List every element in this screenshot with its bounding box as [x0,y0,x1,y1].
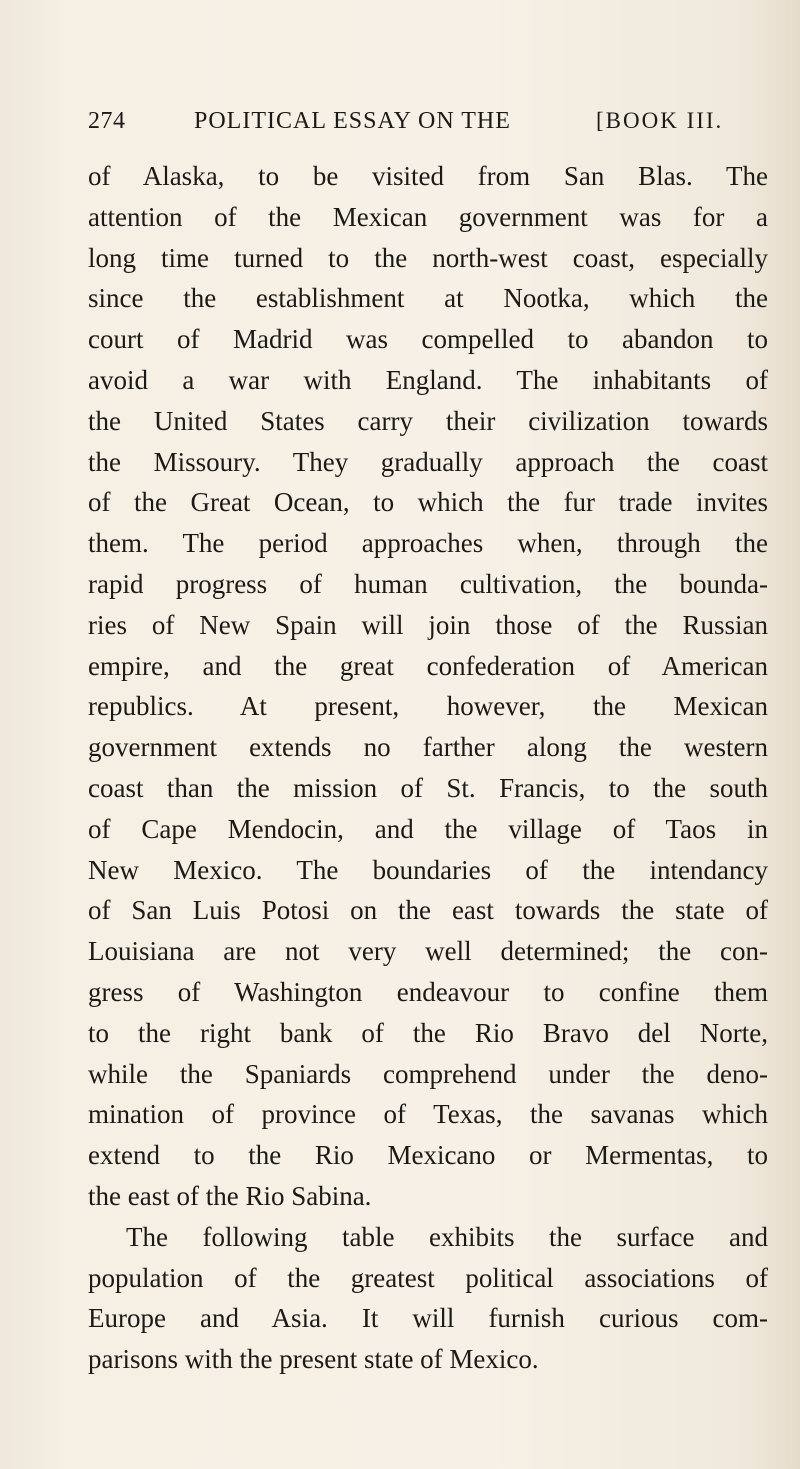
text-line: long time turned to the north-west coast, especially [88,242,768,273]
text-line: gress of Washington endeavour to confine them [88,976,768,1007]
text-line: Europe and Asia. It will furnish curious com- [88,1303,768,1334]
text-line: coast than the mission of St. Francis, to the south [88,772,768,803]
text-line: of San Luis Potosi on the east towards the state of [88,895,768,926]
text-line: of Alaska, to be visited from San Blas. The [88,161,768,191]
text-line: mination of province of Texas, the savanas which [88,1099,768,1130]
paragraph-2 [88,1217,768,1380]
text-line: extend to the Rio Mexicano or Mermentas, to [88,1140,768,1171]
text-line: the east of the Rio Sabina. [88,1180,372,1211]
text-line: the Missoury. They gradually approach the coast [88,446,768,477]
paragraph-1 [88,156,768,1217]
text-line: them. The period approaches when, through the [88,528,768,559]
text-line: attention of the Mexican government was for a [88,201,768,232]
text-line: ries of New Spain will join those of the Russian [88,609,768,640]
body-text [88,156,768,1380]
text-line: of the Great Ocean, to which the fur trade invites [88,487,768,518]
book-reference: [BOOK III. [596,108,724,133]
text-line: since the establishment at Nootka, which the [88,283,768,314]
text-line: while the Spaniards comprehend under the deno- [88,1058,768,1089]
text-line: population of the greatest political associations of [88,1262,768,1293]
text-line: parisons with the present state of Mexico. [88,1344,539,1375]
text-line: court of Madrid was compelled to abandon to [88,324,768,355]
running-header [88,108,778,144]
text-line: empire, and the great confederation of American [88,650,768,681]
text-line: to the right bank of the Rio Bravo del Norte, [88,1017,768,1048]
text-line: of Cape Mendocin, and the village of Taos in [88,813,768,844]
text-line: rapid progress of human cultivation, the bounda- [88,568,768,599]
text-line: government extends no farther along the western [88,732,768,763]
text-line: Louisiana are not very well determined; the con- [88,936,768,967]
text-line: The following table exhibits the surface and [126,1221,768,1252]
text-line: avoid a war with England. The inhabitants of [88,364,768,395]
text-line: the United States carry their civilization towards [88,405,768,436]
text-line: New Mexico. The boundaries of the intendancy [88,854,768,885]
page-number: 274 [88,108,126,134]
running-title: POLITICAL ESSAY ON THE [194,108,511,134]
text-line: republics. At present, however, the Mexican [88,691,768,722]
